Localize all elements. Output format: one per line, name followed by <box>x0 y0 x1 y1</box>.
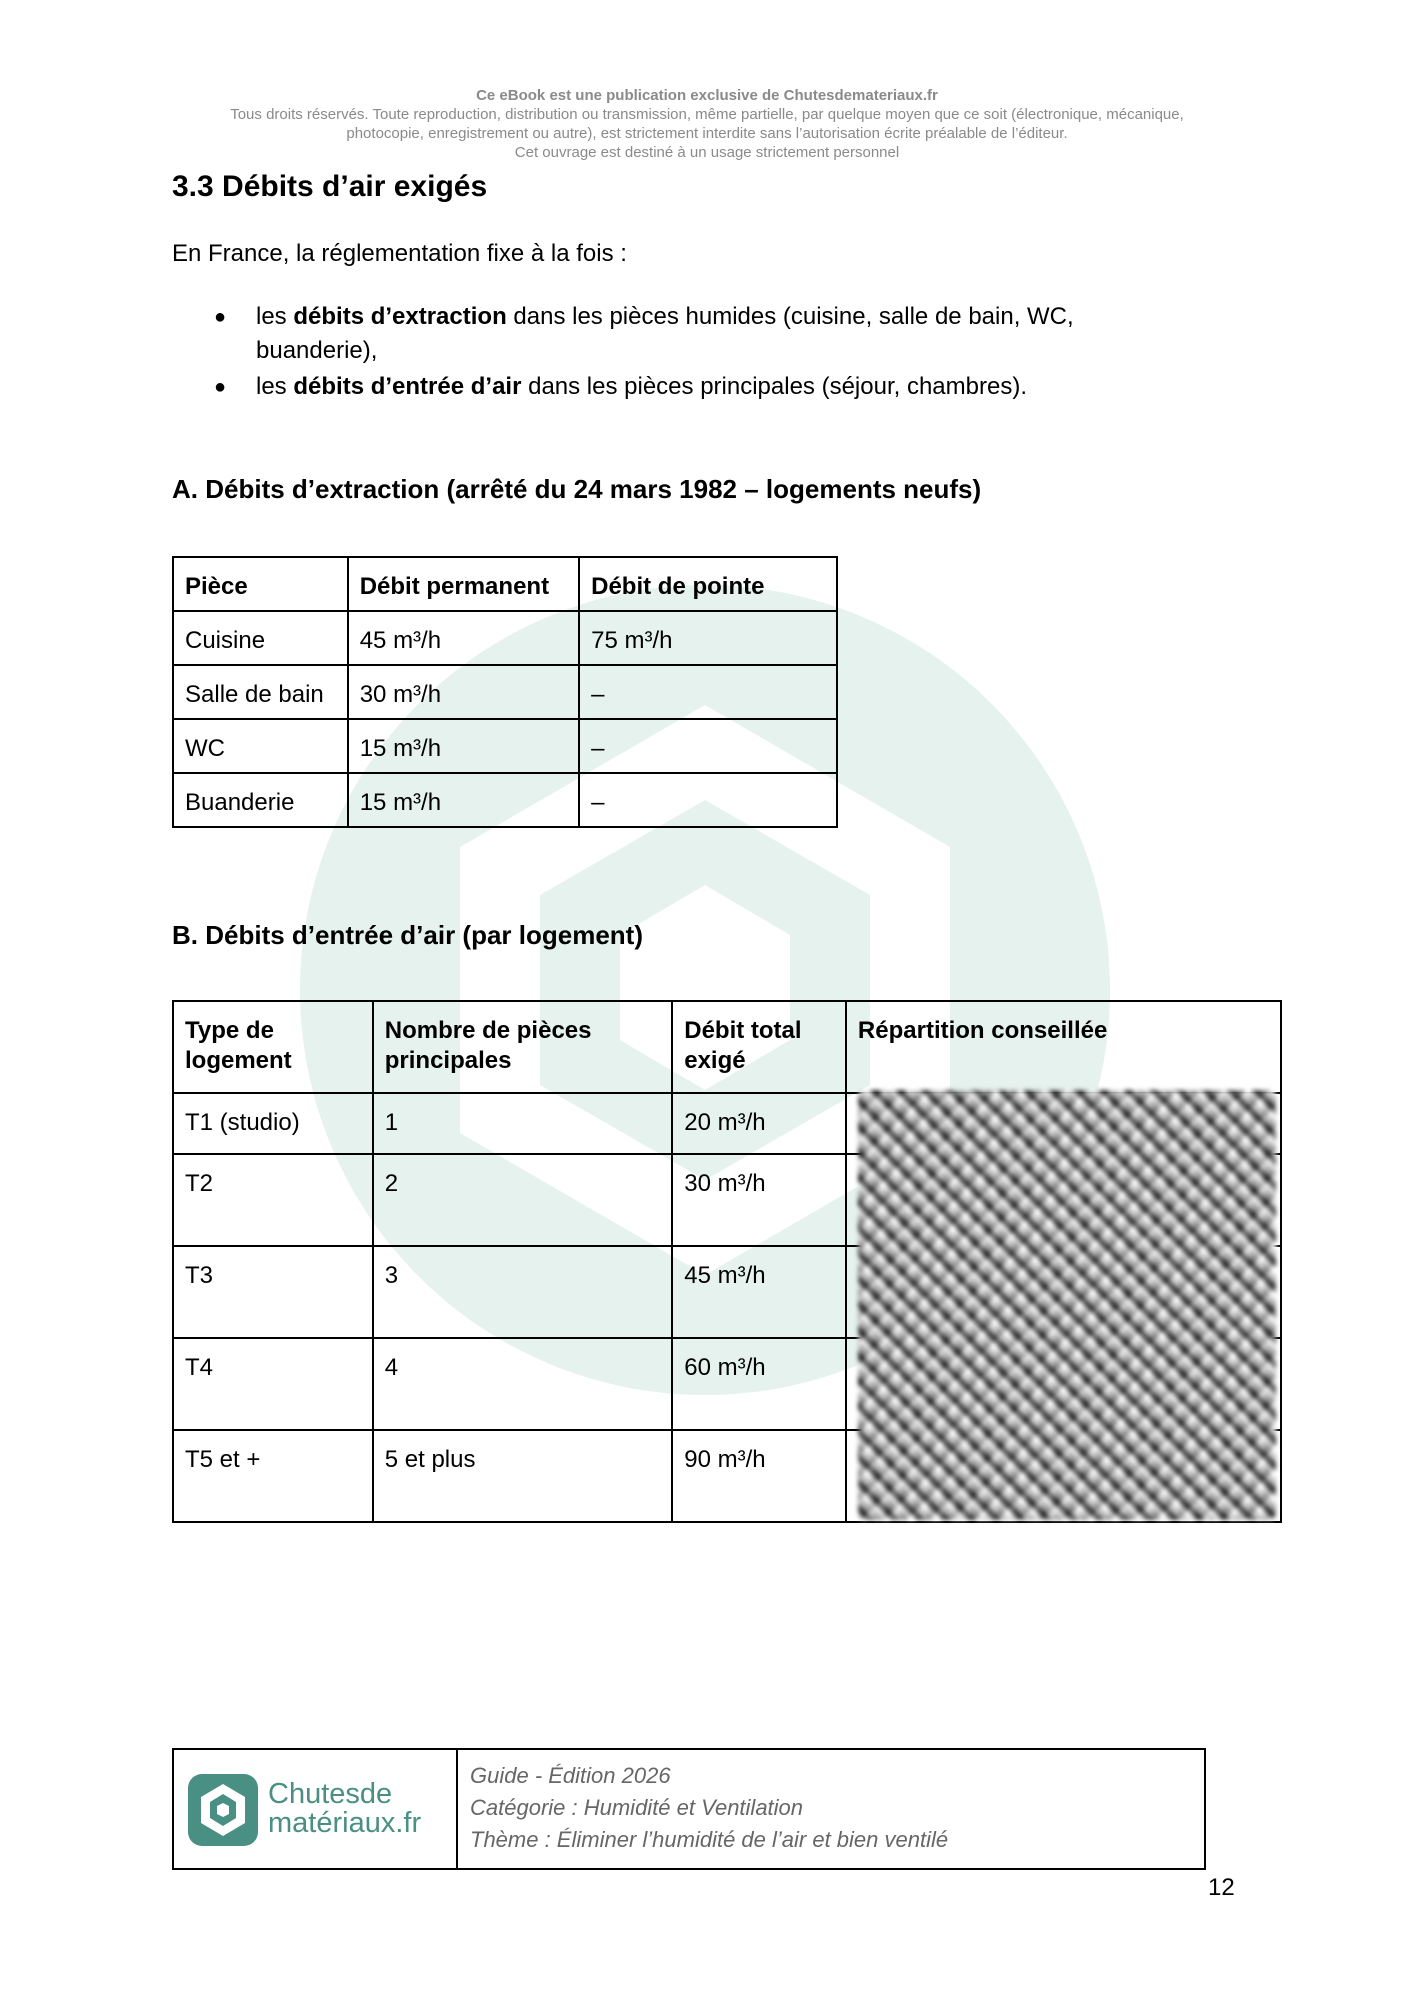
footer-category: Catégorie : Humidité et Ventilation <box>470 1795 804 1820</box>
table-cell: WC <box>173 719 348 773</box>
footer-divider <box>456 1750 458 1868</box>
footer-guide: Guide - Édition 2026 <box>470 1763 671 1788</box>
header-cell: Nombre de pièces principales <box>373 1001 672 1093</box>
footer-info <box>470 1760 948 1856</box>
header-cell: Type de logement <box>173 1001 373 1093</box>
section-intro: En France, la réglementation fixe à la fois : <box>172 240 627 267</box>
table-cell: – <box>579 719 837 773</box>
table-row <box>173 719 837 773</box>
table-cell: 60 m³/h <box>672 1338 846 1430</box>
page-number: 12 <box>1208 1874 1235 1901</box>
section-title: 3.3 Débits d’air exigés <box>172 170 488 203</box>
table-header-row <box>173 557 837 611</box>
copyright-notice <box>160 86 1254 162</box>
requirements-list <box>210 300 1200 406</box>
table-cell: Cuisine <box>173 611 348 665</box>
table-a-title: A. Débits d’extraction (arrêté du 24 mars 1982 – logements neufs) <box>172 474 982 504</box>
notice-line-4: Cet ouvrage est destiné à un usage strictement personnel <box>514 144 900 161</box>
table-cell: 5 et plus <box>373 1430 672 1522</box>
table-cell: Buanderie <box>173 773 348 827</box>
table-cell: T4 <box>173 1338 373 1430</box>
table-cell: T5 et + <box>173 1430 373 1522</box>
table-cell: 45 m³/h <box>672 1246 846 1338</box>
table-cell: – <box>579 773 837 827</box>
bullet-text-bold: débits d’extraction <box>293 303 507 330</box>
table-cell: T3 <box>173 1246 373 1338</box>
header-cell: Pièce <box>173 557 348 611</box>
table-cell: 75 m³/h <box>579 611 837 665</box>
table-cell: Salle de bain <box>173 665 348 719</box>
table-cell: – <box>579 665 837 719</box>
header-cell: Débit de pointe <box>579 557 837 611</box>
table-cell: 90 m³/h <box>672 1430 846 1522</box>
table-cell: T1 (studio) <box>173 1093 373 1154</box>
logo-wordmark <box>268 1780 421 1838</box>
notice-line-1: Ce eBook est une publication exclusive de Chutesdemateriaux.fr <box>476 87 938 104</box>
table-cell: 4 <box>373 1338 672 1430</box>
footer-theme: Thème : Éliminer l’humidité de l’air et bien ventilé <box>470 1827 949 1852</box>
brand-logo <box>188 1774 448 1846</box>
bullet-text-bold: débits d’entrée d’air <box>293 373 522 400</box>
footer-box <box>172 1748 1206 1870</box>
list-item <box>210 370 1200 404</box>
bullet-text-post: dans les pièces humides (cuisine, salle de bain, WC, buanderie), <box>256 303 1074 364</box>
table-header-row <box>173 1001 1281 1093</box>
header-cell: Débit permanent <box>348 557 579 611</box>
table-row <box>173 611 837 665</box>
blurred-content-overlay <box>858 1090 1276 1520</box>
table-row <box>173 773 837 827</box>
table-cell: 3 <box>373 1246 672 1338</box>
logo-line-1: Chutesde <box>268 1778 393 1810</box>
table-cell: 15 m³/h <box>348 719 579 773</box>
table-cell: 1 <box>373 1093 672 1154</box>
notice-line-3: photocopie, enregistrement ou autre), est strictement interdite sans l’autorisation écrite préalable de l’éditeur. <box>346 125 1068 142</box>
logo-icon <box>188 1774 258 1846</box>
bullet-text-pre: les <box>256 303 294 330</box>
table-cell: 30 m³/h <box>672 1154 846 1246</box>
bullet-text-post: dans les pièces principales (séjour, chambres). <box>521 373 1027 400</box>
table-cell: 15 m³/h <box>348 773 579 827</box>
table-cell: 30 m³/h <box>348 665 579 719</box>
table-row <box>173 665 837 719</box>
bullet-icon: ● <box>214 376 227 398</box>
bullet-text-pre: les <box>256 373 294 400</box>
notice-line-2: Tous droits réservés. Toute reproduction, distribution ou transmission, même partielle, par quelque moyen que ce soit (électronique, mécanique, <box>230 106 1184 123</box>
list-item <box>210 300 1200 368</box>
table-cell: T2 <box>173 1154 373 1246</box>
table-cell: 20 m³/h <box>672 1093 846 1154</box>
table-cell: 2 <box>373 1154 672 1246</box>
header-cell: Répartition conseillée <box>846 1001 1281 1093</box>
table-b-title: B. Débits d’entrée d’air (par logement) <box>172 920 643 950</box>
logo-line-2: matériaux.fr <box>268 1807 422 1839</box>
bullet-icon: ● <box>214 306 227 328</box>
header-cell: Débit total exigé <box>672 1001 846 1093</box>
extraction-table <box>172 556 838 828</box>
table-cell: 45 m³/h <box>348 611 579 665</box>
